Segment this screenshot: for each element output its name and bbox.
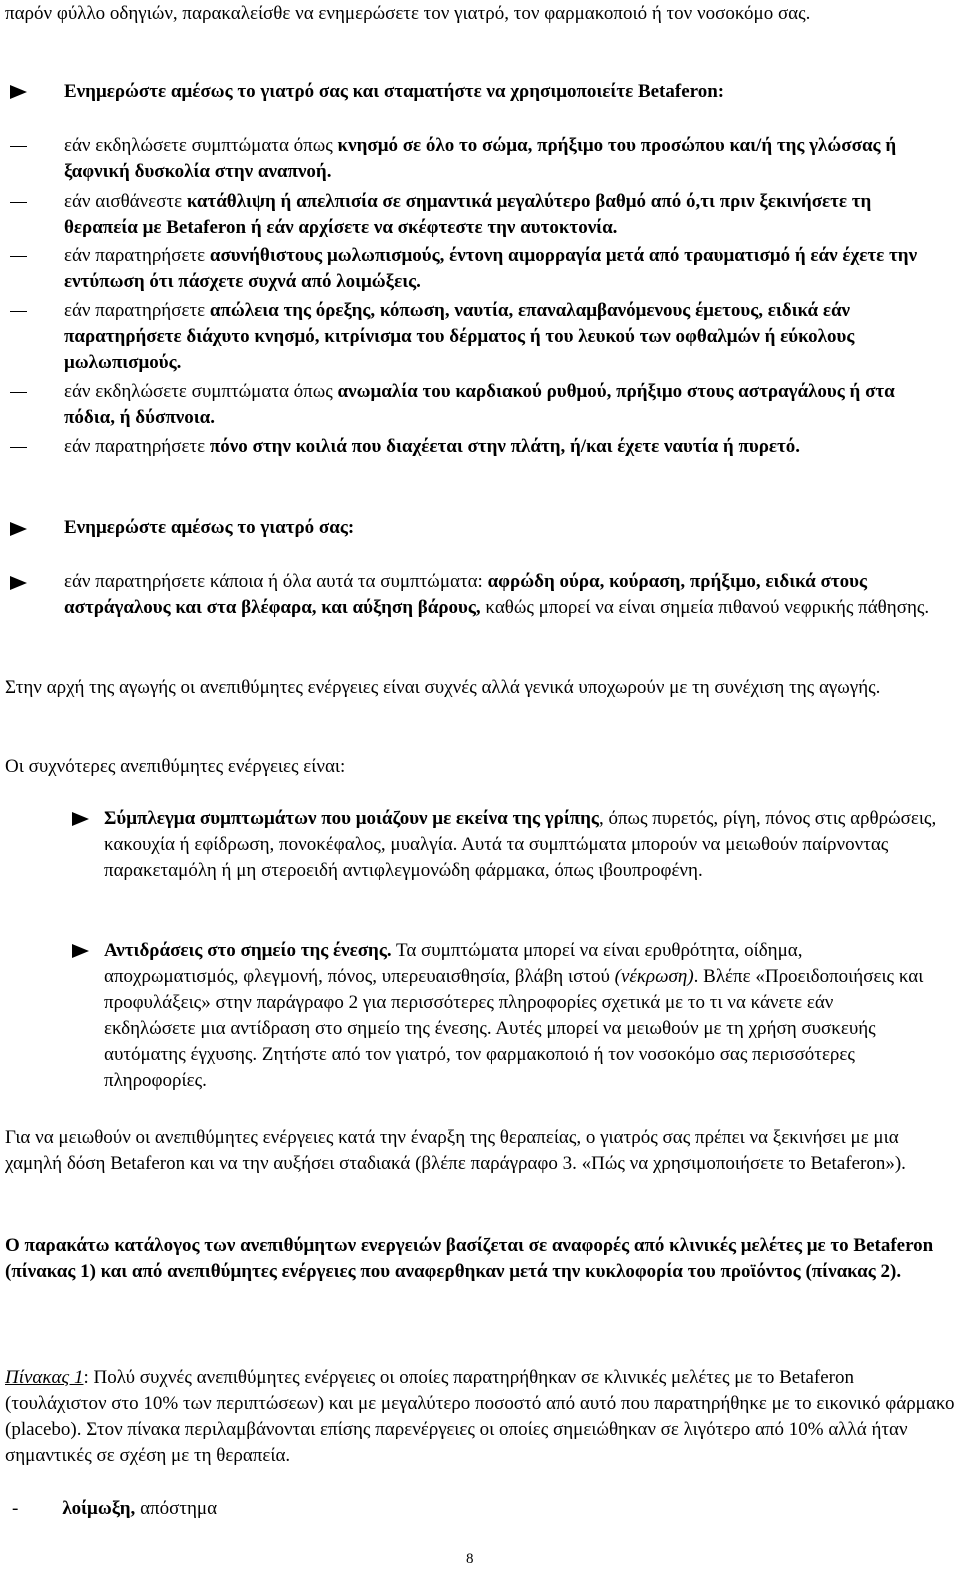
arrow-bullet-icon (72, 944, 89, 958)
arrow-bullet-icon (10, 522, 27, 536)
stop-item: εάν εκδηλώσετε συμπτώματα όπως κνησμό σε όλο το σώμα, πρήξιμο του προσώπου και/ή της γλώσσας ή ξαφνική δυσκολία στην αναπνοή. (64, 135, 897, 182)
arrow-bullet-icon (72, 812, 89, 826)
para-start-of-treatment: Στην αρχή της αγωγής οι ανεπιθύμητες ενέργειες είναι συχνές αλλά γενικά υποχωρούν με τη συνέχιση της αγωγής. (5, 677, 881, 698)
kidney-item: εάν παρατηρήσετε κάποια ή όλα αυτά τα συμπτώματα: αφρώδη ούρα, κούραση, πρήξιμο, ειδικά στους αστράγαλους και στα βλέφαρα, και αύξηση βάρους, καθώς μπορεί να είναι σημεία πιθανού νεφρικής πάθησης. (64, 571, 930, 618)
dash-bullet-icon (10, 256, 27, 257)
inform-heading: Ενημερώστε αμέσως το γιατρό σας: (64, 517, 355, 538)
list-item: - λοίμωξη, απόστημα (12, 1498, 218, 1519)
stop-item: εάν παρατηρήσετε ασυνήθιστους μωλωπισμούς, έντονη αιμορραγία μετά από τραυματισμό ή εάν έχετε την εντύπωση ότι πάσχετε συχνά από λοιμώξεις. (64, 245, 918, 292)
arrow-bullet-icon (10, 576, 27, 590)
para-most-common: Οι συχνότερες ανεπιθύμητες ενέργειες είναι: (5, 756, 346, 777)
injection-item: Αντιδράσεις στο σημείο της ένεσης. Τα συμπτώματα μπορεί να είναι ερυθρότητα, οίδημα, αποχρωματισμός, φλεγμονή, πόνος, υπερευαισθησία, βλάβη ιστού (νέκρωση). Βλέπε «Προειδοποιήσεις και προφυλάξεις» στην παράγραφο 2 για περισσότερες πληροφορίες σχετικά με το τι να κάνετε εάν εκδηλώσετε μια αντίδραση στο σημείο της ένεσης. Αυτές μπορεί να μειωθούν με τη χρήση συσκευής αυτόματης έγχυσης. Ζητήστε από τον γιατρό, τον φαρμακοποιό ή τον νοσοκόμο σας περισσότερες πληροφορίες. (104, 940, 924, 1091)
para-reduce-side-effects: Για να μειωθούν οι ανεπιθύμητες ενέργειες κατά την έναρξη της θεραπείας, ο γιατρός σας πρέπει να ξεκινήσει με μια χαμηλή δόση Betaferon και να την αυξήσει σταδιακά (βλέπε παράγραφο 3. «Πώς να χρησιμοποιήσετε το Betaferon»). (5, 1127, 906, 1174)
stop-item: εάν εκδηλώσετε συμπτώματα όπως ανωμαλία του καρδιακού ρυθμού, πρήξιμο στους αστραγάλους ή στα πόδια, ή δύσπνοια. (64, 381, 895, 428)
dash-bullet-icon (10, 202, 27, 203)
stop-heading: Ενημερώστε αμέσως το γιατρό σας και σταματήστε να χρησιμοποιείτε Betaferon: (64, 81, 725, 102)
dash-bullet-icon (10, 146, 27, 147)
table1-caption: Πίνακας 1: Πολύ συχνές ανεπιθύμητες ενέργειες οι οποίες παρατηρήθηκαν σε κλινικές μελέτες με το Betaferon (τουλάχιστον στο 10% των περιπτώσεων) και με μεγαλύτερο ποσοστό από αυτό που παρατηρήθηκε με το εικονικό φάρμακο (placebo). Στον πίνακα περιλαμβάνονται επίσης παρενέργειες οι οποίες σημειώθηκαν σε λιγότερο από 10% αλλά ήταν σημαντικές σε σχέση με τη θεραπεία. (5, 1367, 955, 1466)
arrow-bullet-icon (10, 85, 27, 99)
dash-bullet-icon (10, 392, 27, 393)
dash-bullet-icon (10, 311, 27, 312)
flu-item: Σύμπλεγμα συμπτωμάτων που μοιάζουν με εκείνα της γρίπης, όπως πυρετός, ρίγη, πόνος στις αρθρώσεις, κακουχία ή εφίδρωση, πονοκέφαλος, μυαλγία. Αυτά τα συμπτώματα μπορούν να μειωθούν παίρνοντας παρακεταμόλη ή μη στεροειδή αντιφλεγμονώδη φάρμακα, όπως ιβουπροφένη. (104, 808, 937, 881)
page-number: 8 (466, 1551, 474, 1567)
stop-item: εάν αισθάνεστε κατάθλιψη ή απελπισία σε σημαντικά μεγαλύτερο βαθμό από ό,τι πριν ξεκινήσετε τη θεραπεία με Betaferon ή εάν αρχίσετε να σκέφτεστε την αυτοκτονία. (64, 191, 872, 238)
para-list-basis: Ο παρακάτω κατάλογος των ανεπιθύμητων ενεργειών βασίζεται σε αναφορές από κλινικές μελέτες με το Betaferon (πίνακας 1) και από ανεπιθύμητες ενέργειες που αναφερθηκαν μετά την κυκλοφορία του προϊόντος (πίνακας 2). (5, 1235, 934, 1282)
intro-paragraph: παρόν φύλλο οδηγιών, παρακαλείσθε να ενημερώσετε τον γιατρό, τον φαρμακοποιό ή τον νοσοκόμο σας. (5, 3, 811, 24)
stop-item: εάν παρατηρήσετε πόνο στην κοιλιά που διαχέεται στην πλάτη, ή/και έχετε ναυτία ή πυρετό. (64, 436, 801, 457)
stop-item: εάν παρατηρήσετε απώλεια της όρεξης, κόπωση, ναυτία, επαναλαμβανόμενους έμετους, ειδικά εάν παρατηρήσετε διάχυτο κνησμό, κιτρίνισμα του δέρματος ή του λευκού των οφθαλμών ή εύκολους μωλωπισμούς. (64, 300, 855, 373)
table1-label: Πίνακας 1 (5, 1367, 84, 1388)
dash-bullet-icon (10, 447, 27, 448)
